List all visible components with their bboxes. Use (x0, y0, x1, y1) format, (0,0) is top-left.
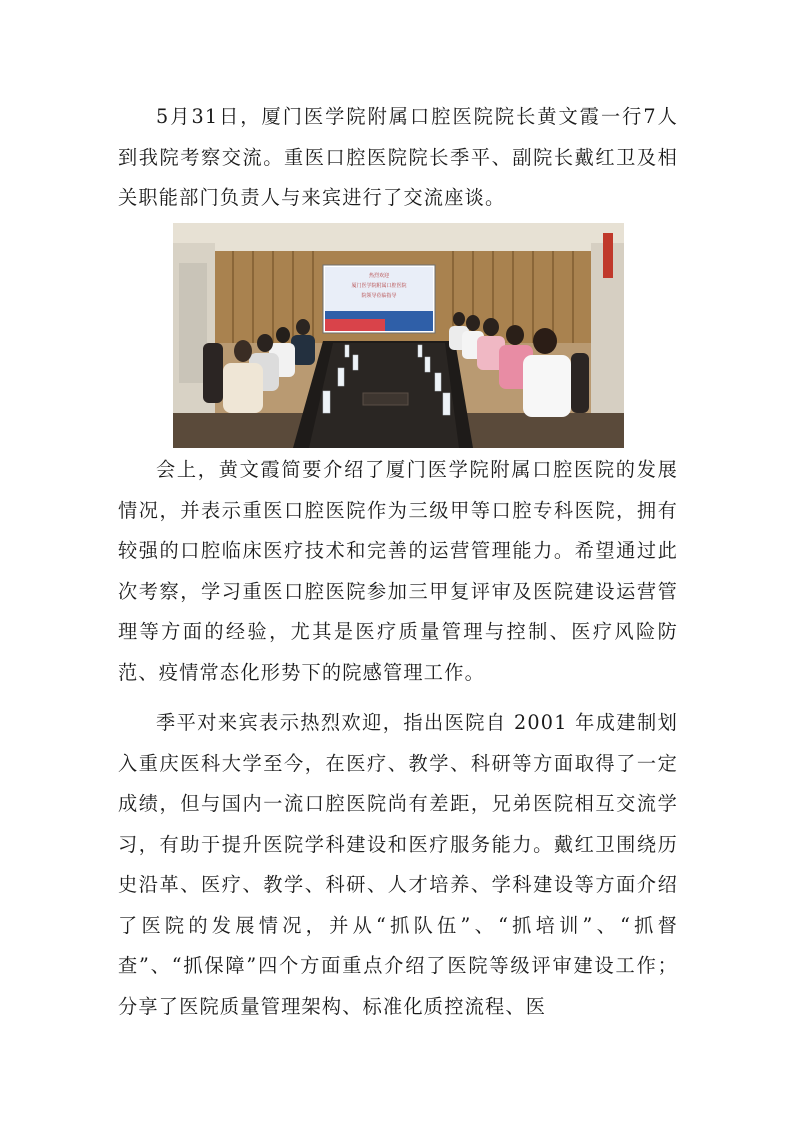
paragraph-3: 季平对来宾表示热烈欢迎，指出医院自 2001 年成建制划入重庆医科大学至今，在医疗、教学、科研等方面取得了一定成绩，但与国内一流口腔医院尚有差距，兄弟医院相互交流学习，有助于提升医院学科建设和医疗服务能力。戴红卫围绕历史沿革、医疗、教学、科研、人才培养、学科建设等方面介绍了医院的发展情况，并从“抓队伍”、“抓培训”、“抓督查”、“抓保障”四个方面重点介绍了医院等级评审建设工作；分享了医院质量管理架构、标准化质控流程、医 (118, 711, 678, 1018)
screen-line-1: 热烈欢迎 (368, 273, 390, 279)
screen-line-2: 厦门医学院附属口腔医院 (351, 283, 407, 289)
paragraph-1: 5月31日，厦门医学院附属口腔医院院长黄文霞一行7人到我院考察交流。重医口腔医院院长季平、副院长戴红卫及相关职能部门负责人与来宾进行了交流座谈。 (118, 105, 678, 209)
screen-line-3: 院领导莅临指导 (361, 293, 397, 299)
meeting-photo (173, 223, 624, 448)
paragraph-2: 会上，黄文霞简要介绍了厦门医学院附属口腔医院的发展情况，并表示重医口腔医院作为三级甲等口腔专科医院，拥有较强的口腔临床医疗技术和完善的运营管理能力。希望通过此次考察，学习重医口腔医院参加三甲复评审及医院建设运营管理等方面的经验，尤其是医疗质量管理与控制、医疗风险防范、疫情常态化形势下的院感管理工作。 (118, 458, 678, 684)
